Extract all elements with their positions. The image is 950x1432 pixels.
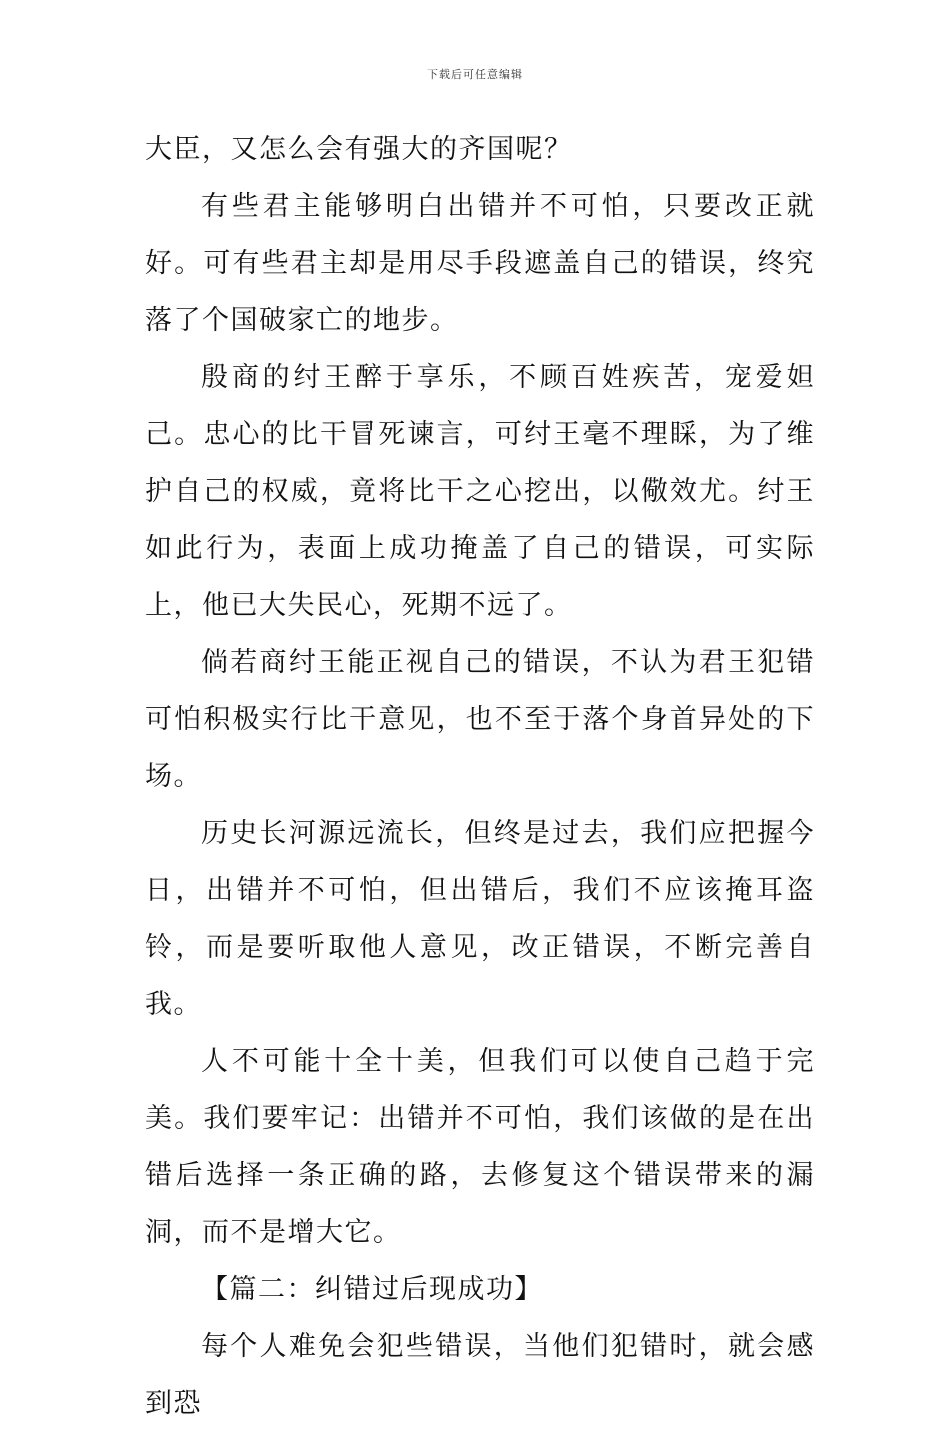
body-text [145,121,815,1432]
paragraph: 历史长河源远流长，但终是过去，我们应把握今日，出错并不可怕，但出错后，我们不应该掩耳盗铃，而是要听取他人意见，改正错误，不断完善自我。 [145,818,815,1020]
page-header: 下载后可任意编辑 [427,68,523,81]
paragraph: 有些君主能够明白出错并不可怕，只要改正就好。可有些君主却是用尽手段遮盖自己的错误，终究落了个国破家亡的地步。 [145,191,815,336]
paragraph: 倘若商纣王能正视自己的错误，不认为君王犯错可怕积极实行比干意见，也不至于落个身首异处的下场。 [145,647,815,792]
paragraph: 大臣，又怎么会有强大的齐国呢？ [145,134,573,165]
paragraph: 每个人难免会犯些错误，当他们犯错时，就会感到恐 [145,1331,815,1419]
paragraph: 人不可能十全十美，但我们可以使自己趋于完美。我们要牢记：出错并不可怕，我们该做的是在出错后选择一条正确的路，去修复这个错误带来的漏洞，而不是增大它。 [145,1046,815,1248]
paragraph: 殷商的纣王醉于享乐，不顾百姓疾苦，宠爱妲己。忠心的比干冒死谏言，可纣王毫不理睬，为了维护自己的权威，竟将比干之心挖出，以儆效尤。纣王如此行为，表面上成功掩盖了自己的错误，可实际上，他已大失民心，死期不远了。 [145,362,815,621]
section-heading: 【篇二：纠错过后现成功】 [201,1274,543,1305]
